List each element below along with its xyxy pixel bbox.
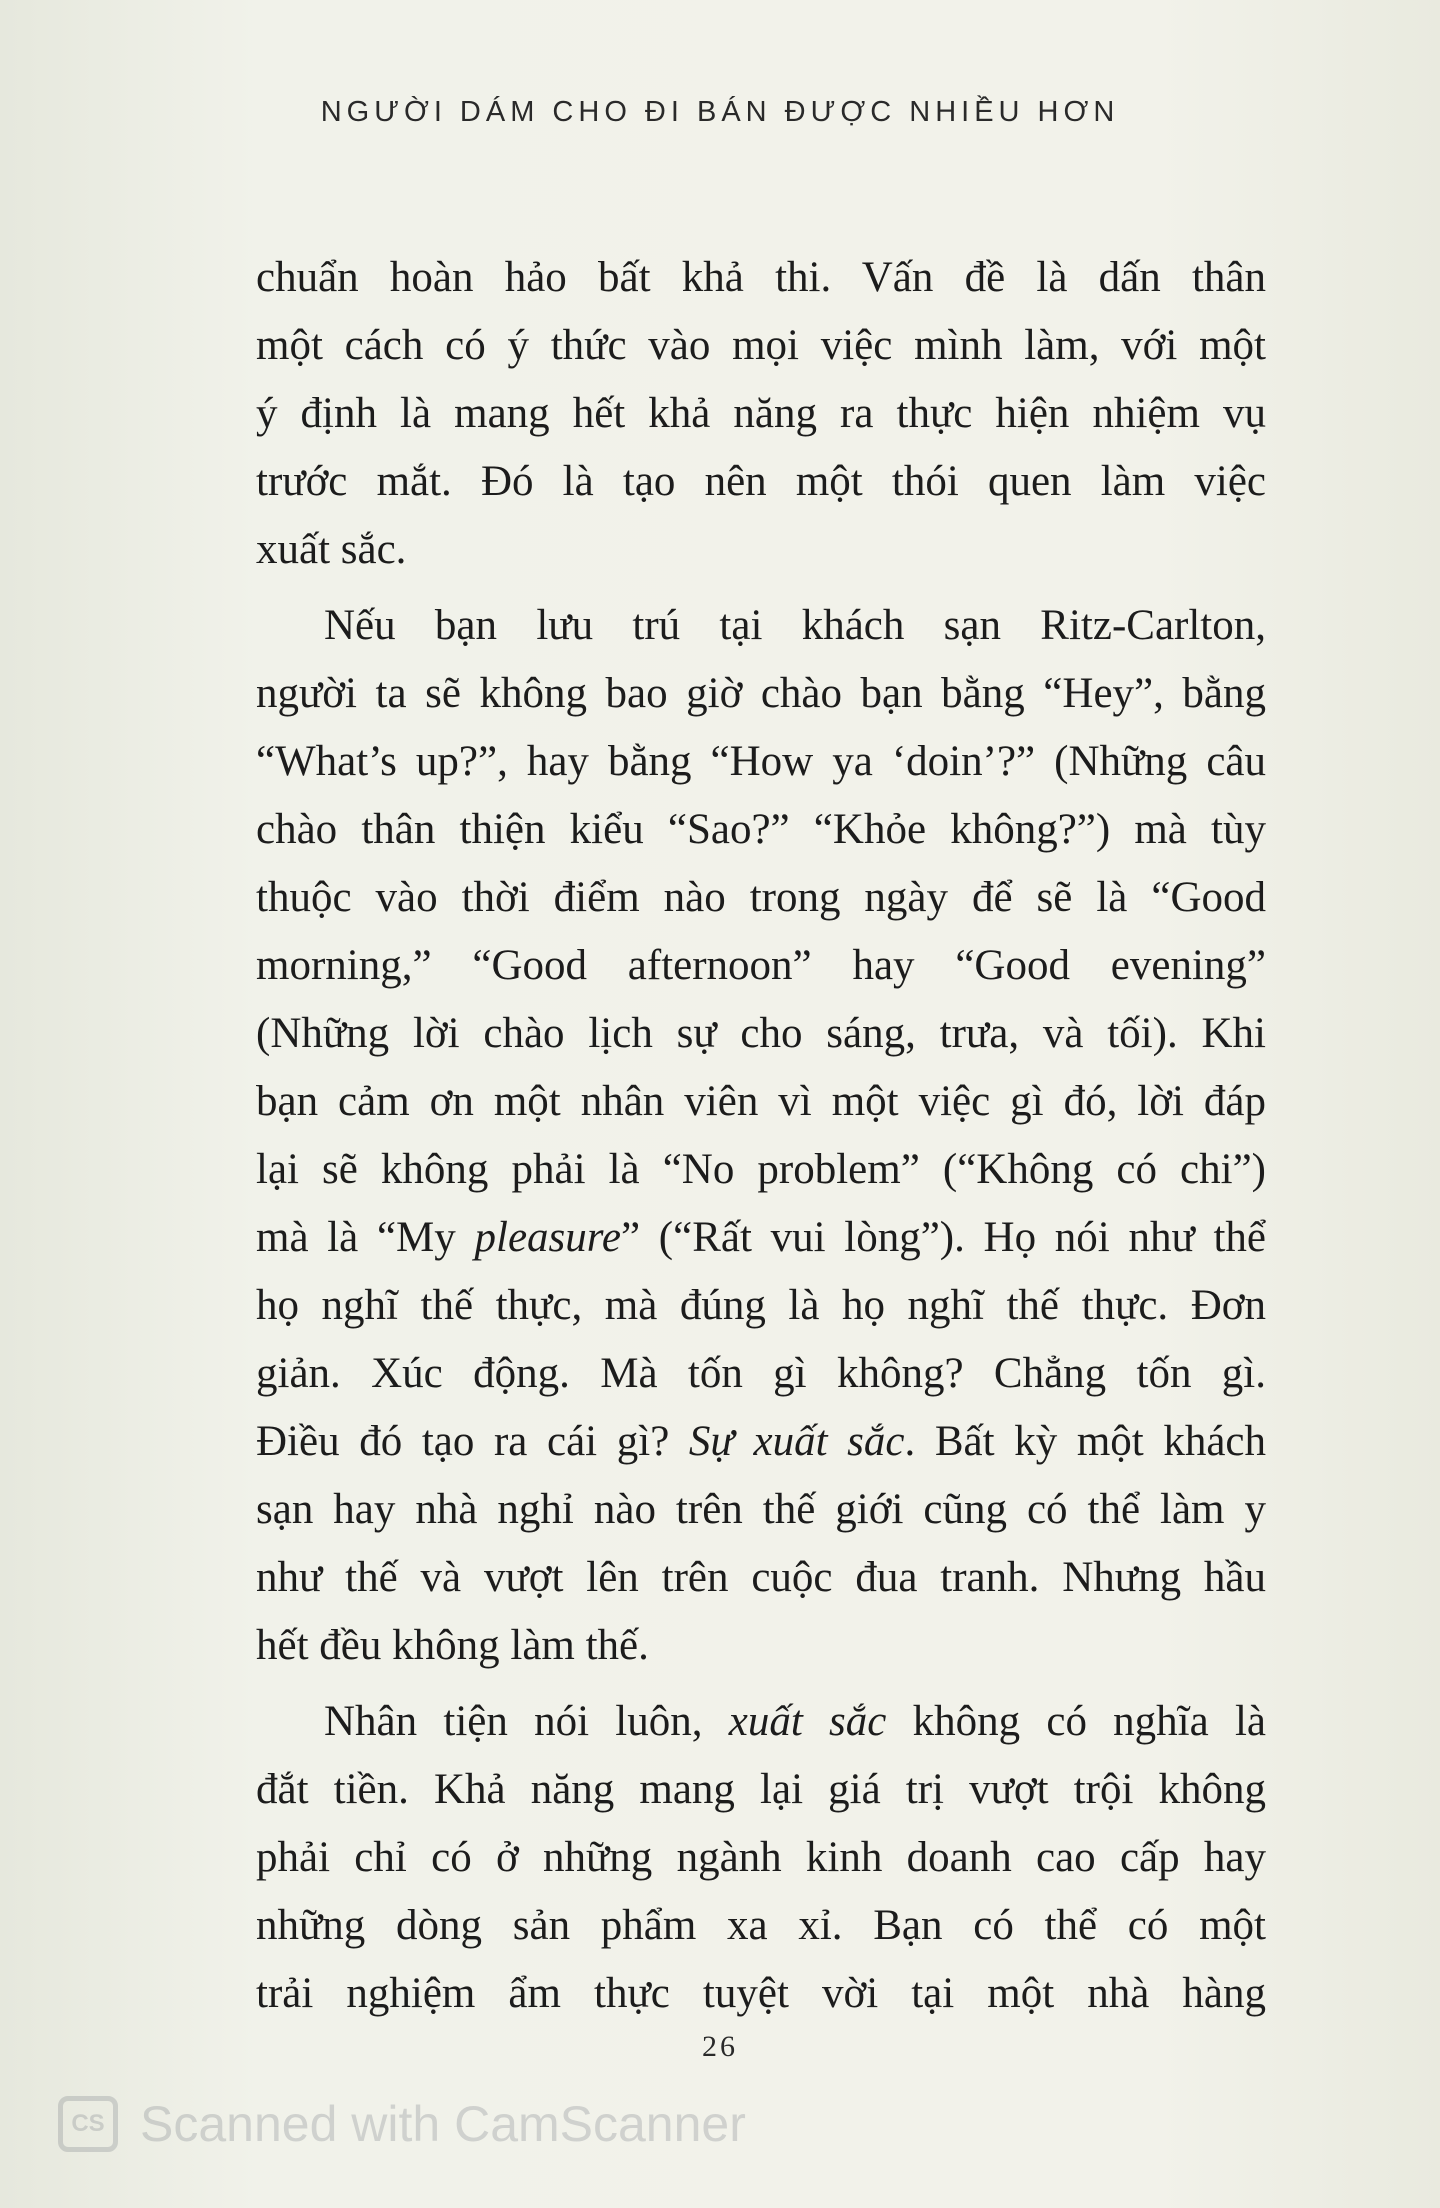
text-line: giản. Xúc động. Mà tốn gì không? Chẳng tốn gì. — [256, 1350, 1266, 1397]
text-line: một cách có ý thức vào mọi việc mình làm, với một — [256, 322, 1266, 369]
text-line: người ta sẽ không bao giờ chào bạn bằng “Hey”, bằng — [256, 670, 1266, 717]
text-run: Điều đó tạo ra cái gì? — [256, 1418, 689, 1465]
text-line: Nếu bạn lưu trú tại khách sạn Ritz-Carlton, — [324, 602, 1266, 649]
text-line: trải nghiệm ẩm thực tuyệt vời tại một nhà hàng — [256, 1970, 1266, 2017]
text-line: “What’s up?”, hay bằng “How ya ‘doin’?” (Những câu — [256, 738, 1266, 785]
text-line — [256, 1688, 1266, 1756]
italic-text: Sự xuất sắc — [688, 1418, 905, 1465]
text-line: đắt tiền. Khả năng mang lại giá trị vượt trội không — [256, 1766, 1266, 1813]
text-line: những dòng sản phẩm xa xỉ. Bạn có thể có một — [256, 1902, 1266, 1949]
text-line: (Những lời chào lịch sự cho sáng, trưa, và tối). Khi — [256, 1010, 1266, 1057]
text-run: . Bất kỳ một khách — [904, 1418, 1267, 1465]
text-line: ý định là mang hết khả năng ra thực hiện nhiệm vụ — [256, 390, 1266, 437]
page-number: 26 — [702, 2030, 738, 2063]
italic-text: pleasure — [474, 1214, 621, 1261]
body-text — [256, 244, 1266, 2028]
text-line: sạn hay nhà nghỉ nào trên thế giới cũng có thể làm y — [256, 1486, 1266, 1533]
text-line: như thế và vượt lên trên cuộc đua tranh. Nhưng hầu — [256, 1554, 1266, 1601]
camscanner-logo-icon: CS — [58, 2096, 118, 2152]
text-run: Nhân tiện nói luôn, — [324, 1698, 729, 1745]
text-line: xuất sắc. — [256, 526, 407, 573]
text-line: morning,” “Good afternoon” hay “Good evening” — [256, 942, 1266, 989]
text-run: mà là “My — [256, 1214, 475, 1261]
text-line: thuộc vào thời điểm nào trong ngày để sẽ là “Good — [256, 874, 1266, 921]
running-header: NGƯỜI DÁM CHO ĐI BÁN ĐƯỢC NHIỀU HƠN — [320, 96, 1120, 128]
watermark-text: Scanned with CamScanner — [140, 2096, 746, 2152]
text-line: hết đều không làm thế. — [256, 1622, 649, 1669]
text-line — [256, 1408, 1266, 1476]
text-line: họ nghĩ thế thực, mà đúng là họ nghĩ thế thực. Đơn — [256, 1282, 1266, 1329]
text-line: chào thân thiện kiểu “Sao?” “Khỏe không?”) mà tùy — [256, 806, 1266, 853]
text-line — [256, 1204, 1266, 1272]
text-line: chuẩn hoàn hảo bất khả thi. Vấn đề là dấn thân — [256, 254, 1266, 301]
italic-text: xuất sắc — [728, 1698, 887, 1745]
text-line: phải chỉ có ở những ngành kinh doanh cao cấp hay — [256, 1834, 1266, 1881]
text-run: ” (“Rất vui lòng”). Họ nói như thể — [621, 1214, 1267, 1261]
text-line: lại sẽ không phải là “No problem” (“Không có chi”) — [256, 1146, 1266, 1193]
text-line: trước mắt. Đó là tạo nên một thói quen làm việc — [256, 458, 1266, 505]
text-line: bạn cảm ơn một nhân viên vì một việc gì đó, lời đáp — [256, 1078, 1266, 1125]
text-run: không có nghĩa là — [886, 1698, 1266, 1745]
camscanner-watermark — [58, 2094, 746, 2154]
